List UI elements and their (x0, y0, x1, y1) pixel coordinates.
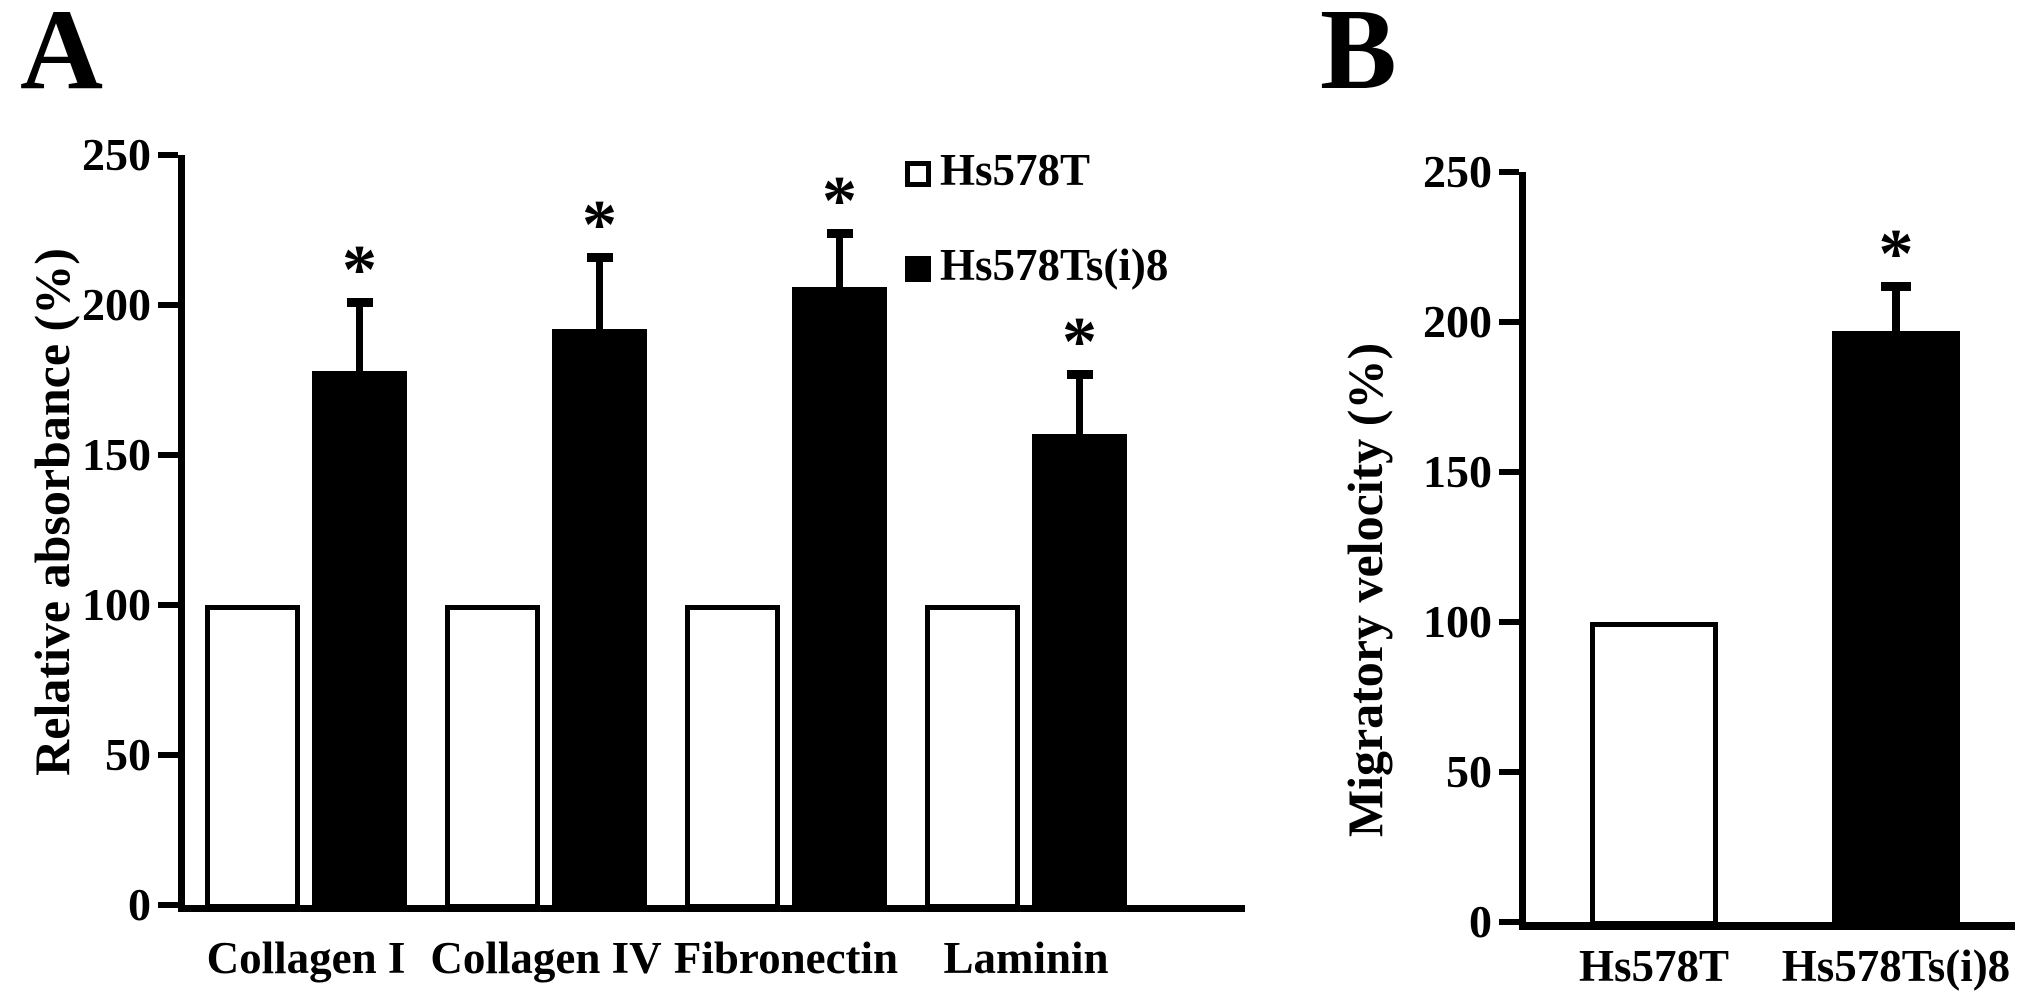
panel-a-y-axis-title: Relative absorbance (%) (24, 248, 80, 776)
y-tick-label: 50 (105, 729, 151, 780)
panel-b-y-axis-title: Migratory velocity (%) (1337, 342, 1393, 838)
legend-label: Hs578Ts(i)8 (940, 240, 1169, 290)
panel-a-letter: A (20, 0, 104, 113)
y-tick-label: 0 (1469, 896, 1492, 947)
y-tick-label: 150 (82, 429, 151, 480)
category-label-hs578t: Hs578T (1578, 941, 1730, 991)
significance-asterisk: * (1062, 304, 1097, 381)
significance-asterisk: * (582, 187, 617, 264)
category-label-laminin: Laminin (943, 933, 1109, 983)
y-tick (1499, 619, 1519, 625)
y-tick-label: 100 (1423, 596, 1492, 647)
bar-hs578t-hs578t (1590, 622, 1718, 926)
y-tick-label: 100 (82, 579, 151, 630)
category-label-collagen-iv: Collagen IV (430, 933, 662, 983)
y-tick-label: 50 (1446, 746, 1492, 797)
panel-b-letter: B (1320, 0, 1397, 113)
significance-asterisk: * (342, 232, 377, 309)
y-tick-label: 200 (1423, 296, 1492, 347)
significance-asterisk: * (822, 163, 857, 240)
category-label-hs578ts-i-8: Hs578Ts(i)8 (1781, 941, 2011, 991)
bar-hs578ts-i-8-hs578ts-i-8 (1832, 331, 1960, 926)
category-label-collagen-i: Collagen I (206, 933, 406, 983)
y-tick (1499, 469, 1519, 475)
y-axis-line (1519, 172, 1526, 930)
y-tick (1499, 319, 1519, 325)
y-tick-label: 250 (82, 129, 151, 180)
y-tick (1499, 919, 1519, 925)
legend-label: Hs578T (940, 145, 1091, 195)
y-tick-label: 150 (1423, 446, 1492, 497)
y-tick-label: 0 (128, 879, 151, 930)
y-tick (1499, 769, 1519, 775)
significance-asterisk: * (1878, 216, 1914, 293)
y-tick-label: 250 (1423, 146, 1492, 197)
y-tick-label: 200 (82, 279, 151, 330)
category-label-fibronectin: Fibronectin (673, 933, 899, 983)
y-tick (1499, 169, 1519, 175)
